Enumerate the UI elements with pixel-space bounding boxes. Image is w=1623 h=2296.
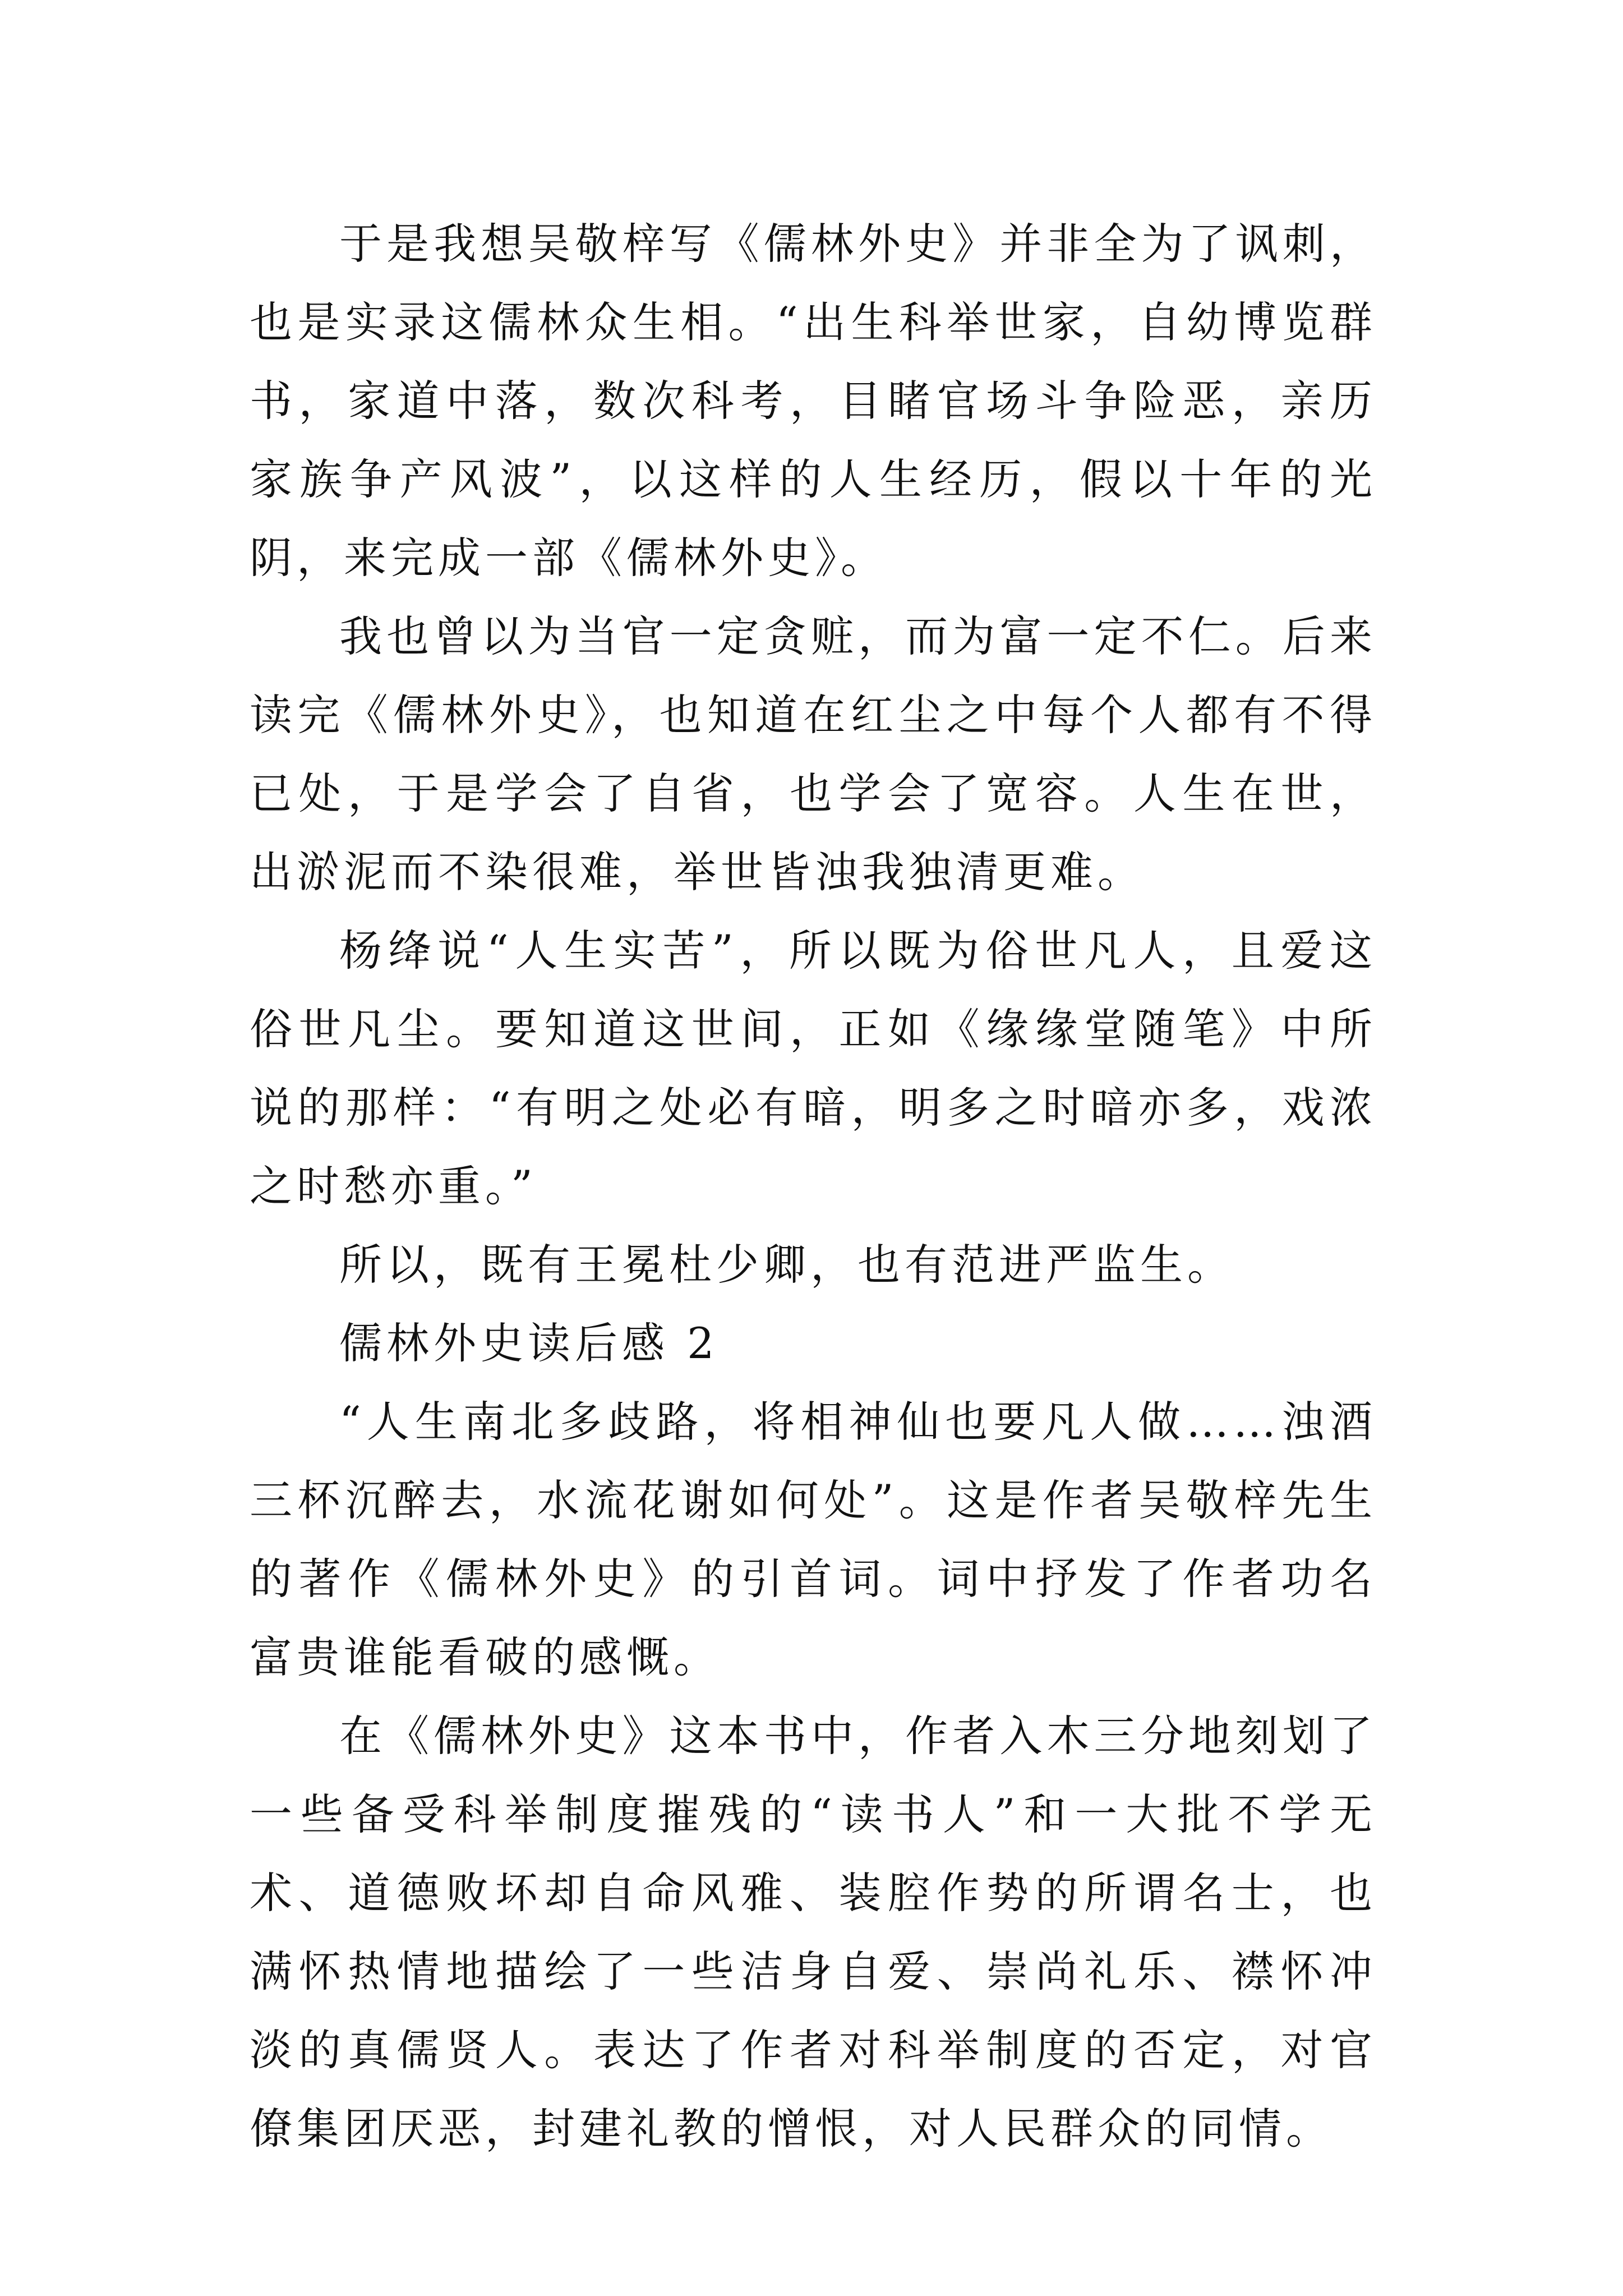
document-body <box>250 205 1377 2168</box>
paragraph: 在《儒林外史》这本书中，作者入木三分地刻划了一些备受科举制度摧残的“读书人”和一大批不学无术、道德败坏却自命风雅、装腔作势的所谓名士，也满怀热情地描绘了一些洁身自爱、崇尚礼乐、襟怀冲淡的真儒贤人。表达了作者对科举制度的否定，对官僚集团厌恶，封建礼教的憎恨，对人民群众的同情。 <box>250 1711 1377 2154</box>
paragraph: 所以，既有王冕杜少卿，也有范进严监生。 <box>339 1240 1234 1290</box>
section-heading: 儒林外史读后感 2 <box>339 1318 719 1368</box>
paragraph: 我也曾以为当官一定贪赃，而为富一定不仁。后来读完《儒林外史》，也知道在红尘之中每个人都有不得已处，于是学会了自省，也学会了宽容。人生在世，出淤泥而不染很难，举世皆浊我独清更难。 <box>250 611 1377 897</box>
paragraph: 杨绛说“人生实苦”，所以既为俗世凡人，且爱这俗世凡尘。要知道这世间，正如《缘缘堂随笔》中所说的那样：“有明之处必有暗，明多之时暗亦多，戏浓之时愁亦重。” <box>250 926 1377 1211</box>
paragraph: 于是我想吴敬梓写《儒林外史》并非全为了讽刺，也是实录这儒林众生相。“出生科举世家，自幼博览群书，家道中落，数次科考，目睹官场斗争险恶，亲历家族争产风波”，以这样的人生经历，假以十年的光阴，来完成一部《儒林外史》。 <box>250 219 1377 583</box>
paragraph: “人生南北多歧路，将相神仙也要凡人做……浊酒三杯沉醉去，水流花谢如何处”。这是作者吴敬梓先生的著作《儒林外史》的引首词。词中抒发了作者功名富贵谁能看破的感慨。 <box>250 1397 1377 1682</box>
